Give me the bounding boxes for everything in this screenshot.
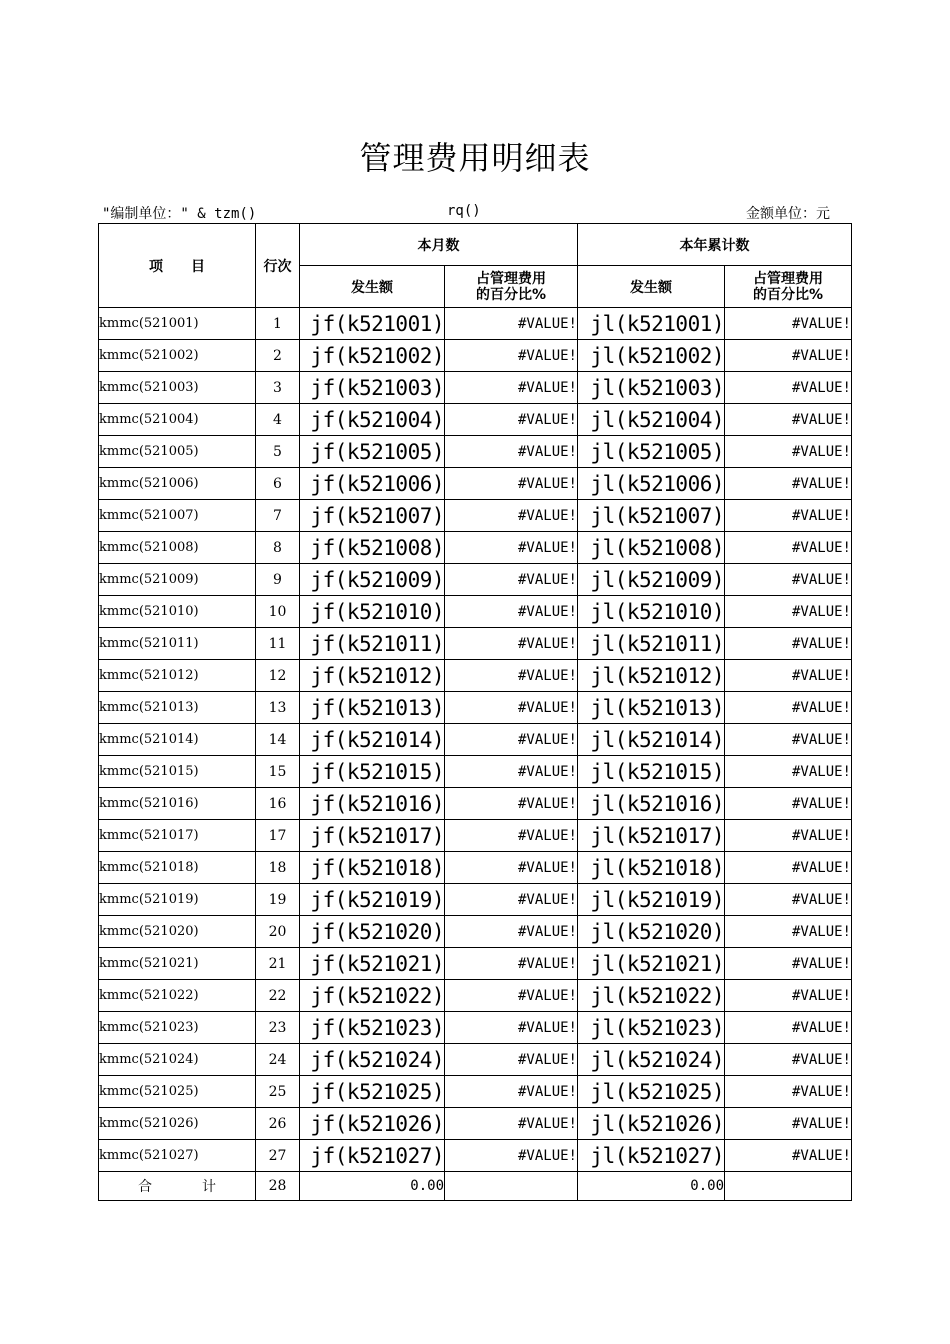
row-ytd-pct: #VALUE! xyxy=(725,1044,852,1076)
row-ytd-pct: #VALUE! xyxy=(725,692,852,724)
row-month-pct: #VALUE! xyxy=(445,980,578,1012)
row-seq: 1 xyxy=(256,308,300,340)
table-row xyxy=(99,1012,852,1044)
header-month-amount: 发生额 xyxy=(300,266,445,308)
row-ytd-amount: jl(k521010) xyxy=(578,596,725,628)
row-month-pct: #VALUE! xyxy=(445,788,578,820)
total-row xyxy=(99,1172,852,1201)
row-ytd-amount: jl(k521003) xyxy=(578,372,725,404)
row-ytd-pct: #VALUE! xyxy=(725,340,852,372)
row-month-amount: jf(k521015) xyxy=(300,756,445,788)
row-seq: 4 xyxy=(256,404,300,436)
row-ytd-pct: #VALUE! xyxy=(725,436,852,468)
row-seq: 27 xyxy=(256,1140,300,1172)
total-month-amount: 0.00 xyxy=(300,1172,445,1201)
table-row xyxy=(99,660,852,692)
row-ytd-amount: jl(k521008) xyxy=(578,532,725,564)
total-label-a: 合 xyxy=(138,1179,152,1195)
row-ytd-amount: jl(k521004) xyxy=(578,404,725,436)
total-label xyxy=(99,1172,256,1201)
row-ytd-pct: #VALUE! xyxy=(725,628,852,660)
header-item-b: 目 xyxy=(191,258,205,275)
row-month-pct: #VALUE! xyxy=(445,820,578,852)
row-seq: 2 xyxy=(256,340,300,372)
row-ytd-pct: #VALUE! xyxy=(725,820,852,852)
table-row xyxy=(99,564,852,596)
row-ytd-amount: jl(k521001) xyxy=(578,308,725,340)
row-seq: 16 xyxy=(256,788,300,820)
row-ytd-pct: #VALUE! xyxy=(725,660,852,692)
row-month-pct: #VALUE! xyxy=(445,948,578,980)
row-item: kmmc(521002) xyxy=(99,340,256,372)
total-label-b: 计 xyxy=(202,1179,216,1195)
table-row xyxy=(99,1140,852,1172)
row-item: kmmc(521014) xyxy=(99,724,256,756)
row-item: kmmc(521008) xyxy=(99,532,256,564)
row-seq: 10 xyxy=(256,596,300,628)
row-ytd-amount: jl(k521013) xyxy=(578,692,725,724)
row-ytd-amount: jl(k521017) xyxy=(578,820,725,852)
row-seq: 9 xyxy=(256,564,300,596)
row-ytd-amount: jl(k521020) xyxy=(578,916,725,948)
row-month-pct: #VALUE! xyxy=(445,852,578,884)
page-title: 管理费用明细表 xyxy=(359,139,591,177)
row-item: kmmc(521023) xyxy=(99,1012,256,1044)
row-seq: 3 xyxy=(256,372,300,404)
row-month-pct: #VALUE! xyxy=(445,1044,578,1076)
row-item: kmmc(521021) xyxy=(99,948,256,980)
row-item: kmmc(521005) xyxy=(99,436,256,468)
row-ytd-pct: #VALUE! xyxy=(725,1108,852,1140)
row-month-pct: #VALUE! xyxy=(445,628,578,660)
row-month-amount: jf(k521003) xyxy=(300,372,445,404)
row-seq: 15 xyxy=(256,756,300,788)
row-month-amount: jf(k521010) xyxy=(300,596,445,628)
table-row xyxy=(99,724,852,756)
row-month-pct: #VALUE! xyxy=(445,308,578,340)
currency-unit-label: 金额单位：元 xyxy=(746,206,830,222)
row-ytd-amount: jl(k521007) xyxy=(578,500,725,532)
table-row xyxy=(99,468,852,500)
row-ytd-amount: jl(k521018) xyxy=(578,852,725,884)
row-item: kmmc(521006) xyxy=(99,468,256,500)
expense-detail-table xyxy=(98,223,852,1201)
row-seq: 6 xyxy=(256,468,300,500)
table-row xyxy=(99,404,852,436)
row-seq: 23 xyxy=(256,1012,300,1044)
row-ytd-amount: jl(k521015) xyxy=(578,756,725,788)
table-row xyxy=(99,1076,852,1108)
table-row xyxy=(99,372,852,404)
row-ytd-amount: jl(k521011) xyxy=(578,628,725,660)
header-item-a: 项 xyxy=(149,258,163,275)
row-month-pct: #VALUE! xyxy=(445,500,578,532)
total-seq: 28 xyxy=(256,1172,300,1201)
row-ytd-amount: jl(k521023) xyxy=(578,1012,725,1044)
table-row xyxy=(99,788,852,820)
row-month-pct: #VALUE! xyxy=(445,884,578,916)
row-month-pct: #VALUE! xyxy=(445,660,578,692)
row-seq: 13 xyxy=(256,692,300,724)
row-item: kmmc(521011) xyxy=(99,628,256,660)
table-row xyxy=(99,820,852,852)
row-ytd-pct: #VALUE! xyxy=(725,532,852,564)
table-row xyxy=(99,628,852,660)
row-ytd-amount: jl(k521014) xyxy=(578,724,725,756)
row-ytd-pct: #VALUE! xyxy=(725,724,852,756)
row-ytd-pct: #VALUE! xyxy=(725,1076,852,1108)
table-row xyxy=(99,308,852,340)
table-body xyxy=(99,308,852,1172)
row-seq: 22 xyxy=(256,980,300,1012)
row-item: kmmc(521027) xyxy=(99,1140,256,1172)
row-item: kmmc(521018) xyxy=(99,852,256,884)
row-item: kmmc(521015) xyxy=(99,756,256,788)
row-month-pct: #VALUE! xyxy=(445,1012,578,1044)
row-month-pct: #VALUE! xyxy=(445,436,578,468)
table-row xyxy=(99,500,852,532)
row-item: kmmc(521013) xyxy=(99,692,256,724)
row-month-amount: jf(k521018) xyxy=(300,852,445,884)
row-month-amount: jf(k521011) xyxy=(300,628,445,660)
table-row xyxy=(99,980,852,1012)
row-month-amount: jf(k521017) xyxy=(300,820,445,852)
row-item: kmmc(521026) xyxy=(99,1108,256,1140)
row-ytd-amount: jl(k521027) xyxy=(578,1140,725,1172)
row-ytd-amount: jl(k521005) xyxy=(578,436,725,468)
row-month-amount: jf(k521021) xyxy=(300,948,445,980)
total-ytd-pct xyxy=(725,1172,852,1201)
table-row xyxy=(99,596,852,628)
row-item: kmmc(521016) xyxy=(99,788,256,820)
row-seq: 19 xyxy=(256,884,300,916)
table-row xyxy=(99,532,852,564)
row-month-amount: jf(k521002) xyxy=(300,340,445,372)
row-month-amount: jf(k521005) xyxy=(300,436,445,468)
row-month-amount: jf(k521026) xyxy=(300,1108,445,1140)
row-month-amount: jf(k521009) xyxy=(300,564,445,596)
header-month-pct-line2: 的百分比% xyxy=(475,286,547,303)
header-month-pct xyxy=(445,266,578,308)
row-month-pct: #VALUE! xyxy=(445,404,578,436)
row-ytd-pct: #VALUE! xyxy=(725,1012,852,1044)
row-ytd-pct: #VALUE! xyxy=(725,788,852,820)
row-seq: 17 xyxy=(256,820,300,852)
row-ytd-pct: #VALUE! xyxy=(725,884,852,916)
table-row xyxy=(99,692,852,724)
row-month-pct: #VALUE! xyxy=(445,596,578,628)
row-ytd-pct: #VALUE! xyxy=(725,372,852,404)
row-seq: 8 xyxy=(256,532,300,564)
header-ytd-pct xyxy=(725,266,852,308)
row-item: kmmc(521007) xyxy=(99,500,256,532)
row-month-pct: #VALUE! xyxy=(445,692,578,724)
row-ytd-pct: #VALUE! xyxy=(725,596,852,628)
table-row xyxy=(99,916,852,948)
table-row xyxy=(99,340,852,372)
row-month-amount: jf(k521027) xyxy=(300,1140,445,1172)
row-ytd-pct: #VALUE! xyxy=(725,468,852,500)
row-month-amount: jf(k521001) xyxy=(300,308,445,340)
row-seq: 25 xyxy=(256,1076,300,1108)
row-ytd-amount: jl(k521025) xyxy=(578,1076,725,1108)
row-item: kmmc(521004) xyxy=(99,404,256,436)
row-item: kmmc(521001) xyxy=(99,308,256,340)
row-ytd-pct: #VALUE! xyxy=(725,948,852,980)
row-ytd-amount: jl(k521009) xyxy=(578,564,725,596)
row-item: kmmc(521022) xyxy=(99,980,256,1012)
row-seq: 21 xyxy=(256,948,300,980)
row-month-amount: jf(k521004) xyxy=(300,404,445,436)
row-item: kmmc(521003) xyxy=(99,372,256,404)
row-month-pct: #VALUE! xyxy=(445,532,578,564)
row-month-pct: #VALUE! xyxy=(445,468,578,500)
table-row xyxy=(99,1044,852,1076)
header-ytd: 本年累计数 xyxy=(578,224,852,266)
row-month-amount: jf(k521022) xyxy=(300,980,445,1012)
table-header xyxy=(99,224,852,308)
total-month-pct xyxy=(445,1172,578,1201)
row-ytd-amount: jl(k521002) xyxy=(578,340,725,372)
row-month-pct: #VALUE! xyxy=(445,1140,578,1172)
row-month-pct: #VALUE! xyxy=(445,564,578,596)
row-seq: 20 xyxy=(256,916,300,948)
row-month-amount: jf(k521006) xyxy=(300,468,445,500)
header-item xyxy=(99,224,256,308)
row-item: kmmc(521012) xyxy=(99,660,256,692)
row-seq: 14 xyxy=(256,724,300,756)
row-seq: 24 xyxy=(256,1044,300,1076)
row-seq: 26 xyxy=(256,1108,300,1140)
header-ytd-pct-line2: 的百分比% xyxy=(752,286,824,303)
row-month-pct: #VALUE! xyxy=(445,724,578,756)
row-month-pct: #VALUE! xyxy=(445,756,578,788)
row-month-pct: #VALUE! xyxy=(445,1076,578,1108)
row-item: kmmc(521017) xyxy=(99,820,256,852)
row-month-amount: jf(k521025) xyxy=(300,1076,445,1108)
header-ytd-pct-line1: 占管理费用 xyxy=(753,270,823,287)
table-row xyxy=(99,436,852,468)
row-ytd-pct: #VALUE! xyxy=(725,564,852,596)
row-seq: 7 xyxy=(256,500,300,532)
row-ytd-pct: #VALUE! xyxy=(725,980,852,1012)
row-month-amount: jf(k521016) xyxy=(300,788,445,820)
row-item: kmmc(521024) xyxy=(99,1044,256,1076)
header-month-pct-line1: 占管理费用 xyxy=(476,270,546,287)
header-seq: 行次 xyxy=(256,224,300,308)
row-seq: 12 xyxy=(256,660,300,692)
row-ytd-amount: jl(k521024) xyxy=(578,1044,725,1076)
row-ytd-amount: jl(k521012) xyxy=(578,660,725,692)
row-month-amount: jf(k521007) xyxy=(300,500,445,532)
row-ytd-pct: #VALUE! xyxy=(725,500,852,532)
table-row xyxy=(99,756,852,788)
total-ytd-amount: 0.00 xyxy=(578,1172,725,1201)
row-month-pct: #VALUE! xyxy=(445,372,578,404)
row-item: kmmc(521019) xyxy=(99,884,256,916)
row-month-amount: jf(k521012) xyxy=(300,660,445,692)
row-month-pct: #VALUE! xyxy=(445,1108,578,1140)
row-ytd-amount: jl(k521022) xyxy=(578,980,725,1012)
table-row xyxy=(99,948,852,980)
row-ytd-pct: #VALUE! xyxy=(725,308,852,340)
row-month-amount: jf(k521013) xyxy=(300,692,445,724)
row-seq: 11 xyxy=(256,628,300,660)
row-seq: 18 xyxy=(256,852,300,884)
table-row xyxy=(99,1108,852,1140)
row-ytd-pct: #VALUE! xyxy=(725,916,852,948)
row-ytd-amount: jl(k521019) xyxy=(578,884,725,916)
row-month-amount: jf(k521014) xyxy=(300,724,445,756)
row-ytd-pct: #VALUE! xyxy=(725,756,852,788)
row-item: kmmc(521009) xyxy=(99,564,256,596)
row-month-amount: jf(k521023) xyxy=(300,1012,445,1044)
row-item: kmmc(521020) xyxy=(99,916,256,948)
row-month-pct: #VALUE! xyxy=(445,340,578,372)
row-ytd-amount: jl(k521021) xyxy=(578,948,725,980)
row-seq: 5 xyxy=(256,436,300,468)
row-month-amount: jf(k521019) xyxy=(300,884,445,916)
header-this-month: 本月数 xyxy=(300,224,578,266)
row-item: kmmc(521010) xyxy=(99,596,256,628)
row-month-pct: #VALUE! xyxy=(445,916,578,948)
table-row xyxy=(99,852,852,884)
report-date: rq() xyxy=(447,203,481,219)
reporting-unit-label: "编制单位：" & tzm() xyxy=(102,206,257,222)
row-ytd-amount: jl(k521016) xyxy=(578,788,725,820)
row-item: kmmc(521025) xyxy=(99,1076,256,1108)
row-month-amount: jf(k521008) xyxy=(300,532,445,564)
row-ytd-pct: #VALUE! xyxy=(725,404,852,436)
table-row xyxy=(99,884,852,916)
header-ytd-amount: 发生额 xyxy=(578,266,725,308)
row-ytd-amount: jl(k521026) xyxy=(578,1108,725,1140)
row-ytd-amount: jl(k521006) xyxy=(578,468,725,500)
row-month-amount: jf(k521024) xyxy=(300,1044,445,1076)
row-ytd-pct: #VALUE! xyxy=(725,852,852,884)
row-month-amount: jf(k521020) xyxy=(300,916,445,948)
row-ytd-pct: #VALUE! xyxy=(725,1140,852,1172)
